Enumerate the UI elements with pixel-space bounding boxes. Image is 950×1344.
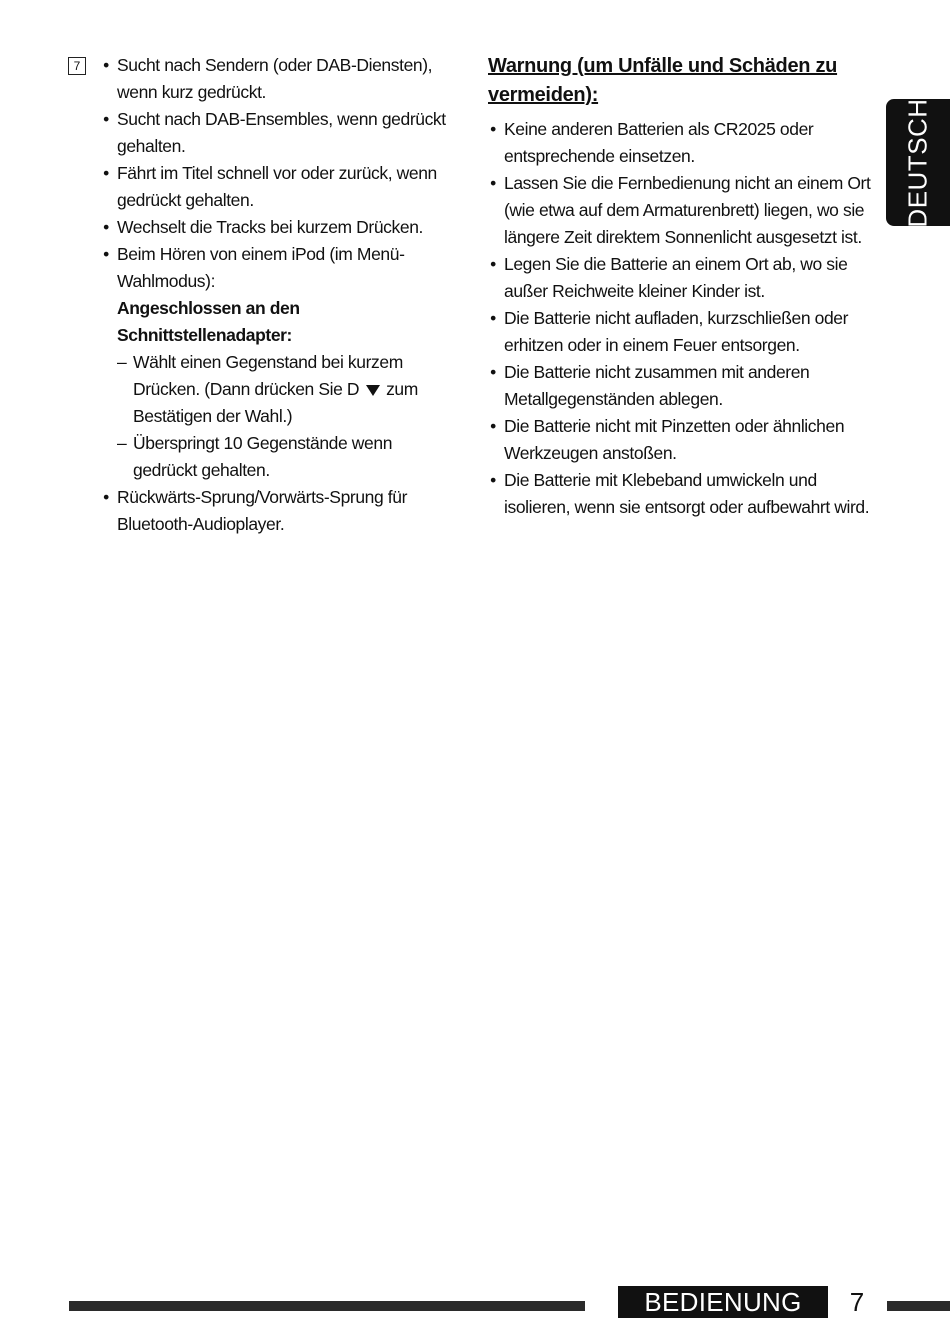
bullet-icon: • — [103, 244, 109, 264]
bullet-icon: • — [103, 55, 109, 75]
down-triangle-icon — [366, 385, 380, 396]
list-item: • Keine anderen Batterien als CR2025 oder entsprechende einsetzen. — [504, 116, 880, 170]
bullet-icon: • — [490, 173, 496, 193]
list-item: • Rückwärts-Sprung/Vorwärts-Sprung für Bluetooth-Audioplayer. — [117, 484, 458, 538]
left-column — [68, 52, 458, 538]
page-number: 7 — [849, 1287, 865, 1317]
list-item: • Sucht nach Sendern (oder DAB-Diensten), wenn kurz gedrückt. — [117, 52, 458, 106]
language-tab — [886, 99, 950, 226]
list-item: • Fährt im Titel schnell vor oder zurück, wenn gedrückt gehalten. — [117, 160, 458, 214]
bullet-icon: • — [490, 362, 496, 382]
right-column — [488, 52, 880, 521]
bullet-icon: • — [490, 254, 496, 274]
footer-bar-right — [887, 1301, 950, 1311]
bullet-icon: • — [490, 119, 496, 139]
list-item: • Die Batterie nicht aufladen, kurzschließen oder erhitzen oder in einem Feuer entsorgen. — [504, 305, 880, 359]
list-item: • Sucht nach DAB-Ensembles, wenn gedrückt gehalten. — [117, 106, 458, 160]
bullet-icon: • — [490, 470, 496, 490]
dash-list — [117, 349, 458, 484]
footer-bar-left — [69, 1301, 585, 1311]
dash-icon: – — [117, 433, 127, 453]
item-number-box: 7 — [68, 57, 86, 75]
ipod-subheading: Angeschlossen an den Schnittstellenadapter: — [117, 298, 300, 345]
dash-item: – Wählt einen Gegenstand bei kurzem Drücken. (Dann drücken Sie D zum Bestätigen der Wahl.) — [133, 349, 458, 430]
bullet-icon: • — [103, 163, 109, 183]
bullet-icon: • — [103, 217, 109, 237]
language-tab-label: DEUTSCH — [902, 97, 933, 228]
list-item: • Die Batterie nicht zusammen mit anderen Metallgegenständen ablegen. — [504, 359, 880, 413]
bullet-icon: • — [490, 416, 496, 436]
bullet-icon: • — [103, 109, 109, 129]
function-list — [68, 52, 458, 538]
section-label: BEDIENUNG — [618, 1286, 828, 1318]
bullet-icon: • — [490, 308, 496, 328]
list-item: • Die Batterie mit Klebeband umwickeln und isolieren, wenn sie entsorgt oder aufbewahrt wird. — [504, 467, 880, 521]
list-item: • Lassen Sie die Fernbedienung nicht an einem Ort (wie etwa auf dem Armaturenbrett) liegen, wo sie längere Zeit direktem Sonnenlicht ausgesetzt ist. — [504, 170, 880, 251]
list-item: • Beim Hören von einem iPod (im Menü-Wahlmodus): Angeschlossen an den Schnittstellenadapter: – Wählt einen Gegenstand bei kurzem Drücken. (Dann drücken Sie D zum Bestätigen der Wahl.) – Überspringt 10 Gegenstände wenn gedrückt gehalten. — [117, 241, 458, 484]
dash-item: – Überspringt 10 Gegenstände wenn gedrückt gehalten. — [133, 430, 458, 484]
dash-icon: – — [117, 352, 127, 372]
list-item: • Wechselt die Tracks bei kurzem Drücken. — [117, 214, 458, 241]
warning-list — [488, 116, 880, 521]
warning-heading: Warnung (um Unfälle und Schäden zu vermeiden): — [488, 55, 838, 106]
list-item: • Die Batterie nicht mit Pinzetten oder ähnlichen Werkzeugen anstoßen. — [504, 413, 880, 467]
list-item: • Legen Sie die Batterie an einem Ort ab, wo sie außer Reichweite kleiner Kinder ist. — [504, 251, 880, 305]
bullet-icon: • — [103, 487, 109, 507]
